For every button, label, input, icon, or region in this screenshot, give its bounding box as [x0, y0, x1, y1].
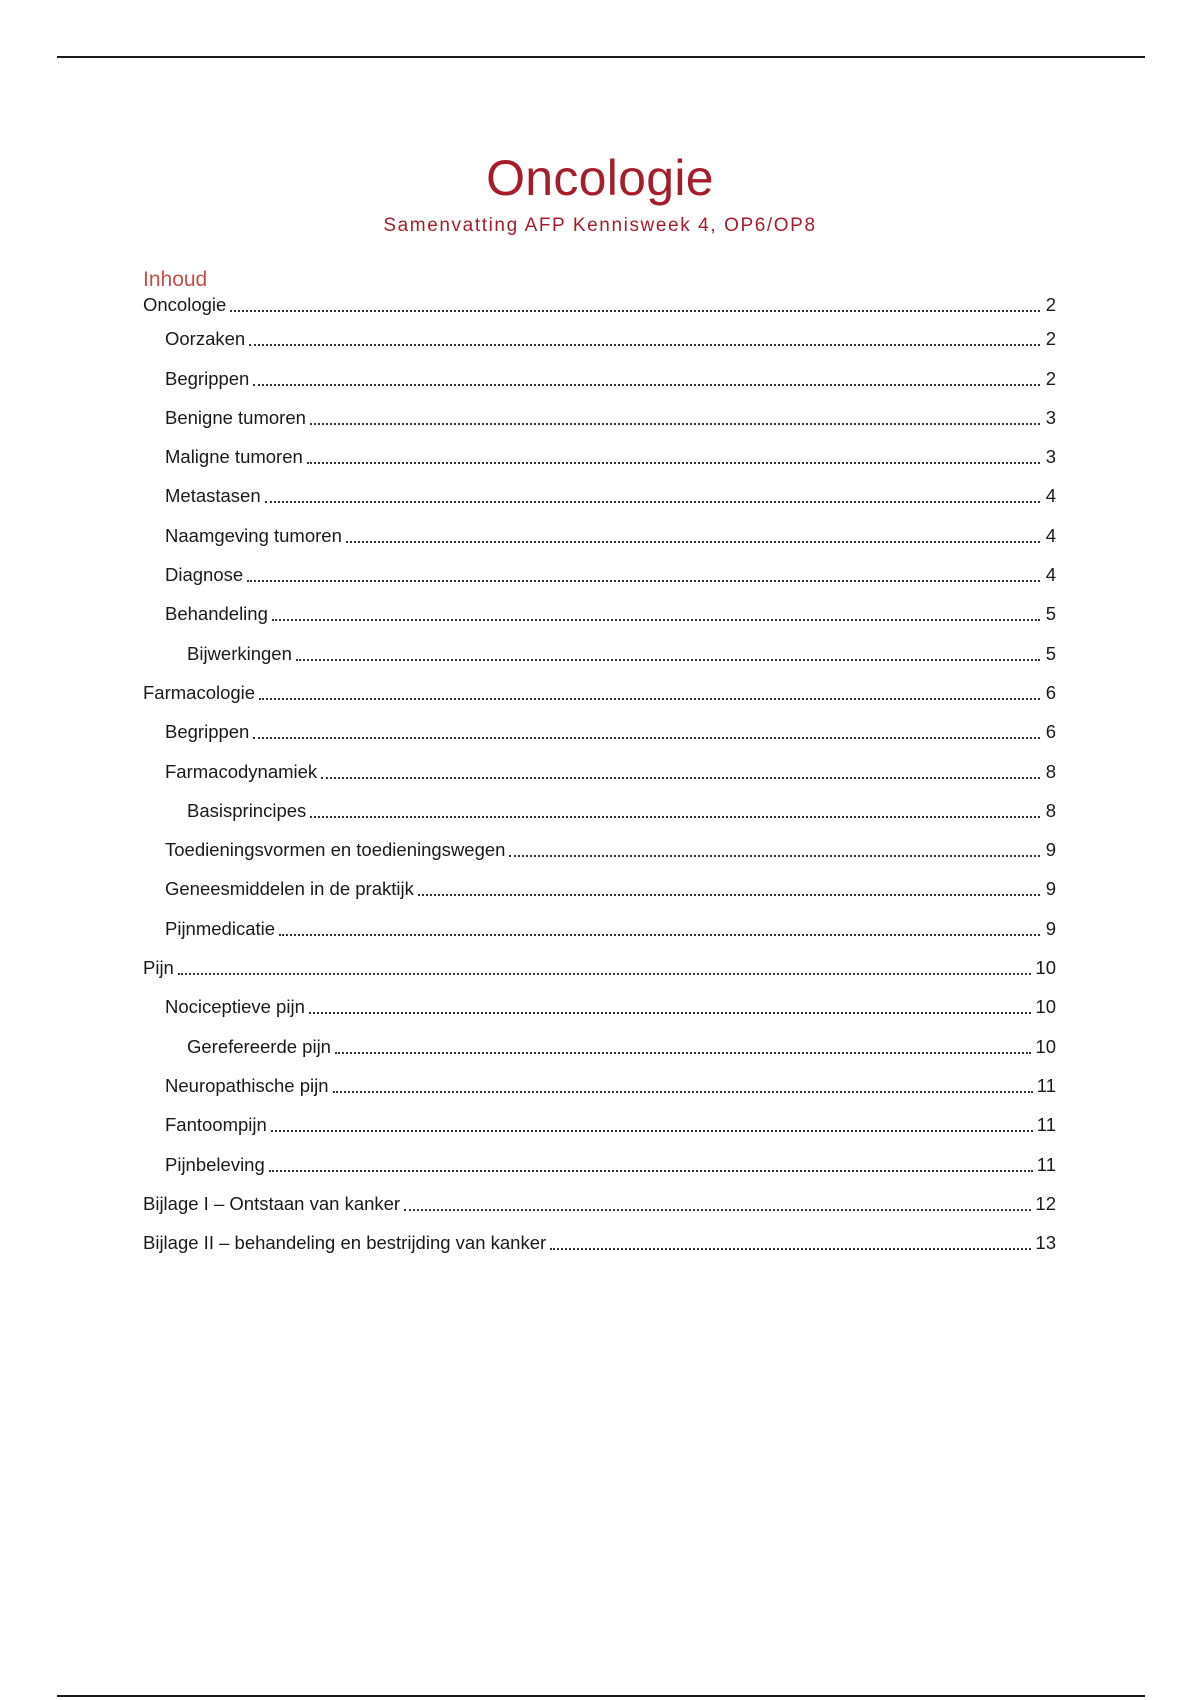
- toc-entry-title: Oncologie: [143, 294, 227, 315]
- footer-rule: [57, 1695, 1145, 1697]
- toc-entry[interactable]: [143, 1107, 1056, 1146]
- toc-dot-leader: [249, 344, 1040, 346]
- toc-entry[interactable]: [143, 832, 1056, 871]
- toc-entry-page: 10: [1035, 957, 1056, 979]
- toc-dot-leader: [272, 619, 1040, 621]
- toc-entry-page: 12: [1035, 1192, 1056, 1214]
- toc-entry[interactable]: [143, 871, 1056, 910]
- toc-dot-leader: [259, 698, 1040, 700]
- toc-dot-leader: [178, 973, 1032, 975]
- toc-entry-page: 5: [1045, 603, 1056, 625]
- toc-entry[interactable]: [143, 294, 1056, 321]
- toc-dot-leader: [404, 1209, 1031, 1211]
- toc-entry-title: Maligne tumoren: [165, 446, 303, 468]
- toc-entry[interactable]: [143, 910, 1056, 949]
- toc-entry[interactable]: [143, 714, 1056, 753]
- toc-entry[interactable]: [143, 1225, 1056, 1264]
- toc-entry[interactable]: [143, 675, 1056, 714]
- toc-dot-leader: [321, 777, 1040, 779]
- toc-entry-page: 4: [1045, 524, 1056, 546]
- toc-entry-page: 6: [1045, 721, 1056, 743]
- toc-entry-page: 8: [1045, 799, 1056, 821]
- toc-entry[interactable]: [143, 1146, 1056, 1185]
- toc-dot-leader: [279, 934, 1040, 936]
- toc-entry[interactable]: [143, 360, 1056, 399]
- toc-entry-page: 10: [1035, 996, 1056, 1018]
- toc-entry-title: Neuropathische pijn: [165, 1074, 329, 1096]
- toc-entry-page: 11: [1036, 1114, 1056, 1136]
- toc-dot-leader: [418, 894, 1040, 896]
- toc-entry[interactable]: [143, 321, 1056, 360]
- toc-entry-page: 9: [1045, 878, 1056, 900]
- toc-entry-page: 13: [1035, 1232, 1056, 1254]
- document-title: Oncologie: [486, 150, 714, 206]
- toc-dot-leader: [247, 580, 1040, 582]
- toc-dot-leader: [309, 1012, 1032, 1014]
- table-of-contents: [143, 294, 1056, 1264]
- toc-entry-title: Pijnmedicatie: [165, 917, 276, 939]
- toc-entry[interactable]: [143, 557, 1056, 596]
- toc-entry[interactable]: [143, 517, 1056, 556]
- toc-entry-title: Farmacologie: [143, 681, 256, 703]
- toc-entry[interactable]: [143, 1068, 1056, 1107]
- toc-entry-title: Bijwerkingen: [187, 642, 292, 664]
- toc-entry-page: 4: [1045, 564, 1056, 586]
- toc-entry-page: 9: [1045, 839, 1056, 861]
- toc-entry-page: 2: [1045, 328, 1056, 350]
- toc-dot-leader: [335, 1052, 1031, 1054]
- toc-entry-title: Bijlage II – behandeling en bestrijding van kanker: [143, 1232, 547, 1254]
- toc-entry-title: Begrippen: [165, 367, 250, 389]
- toc-dot-leader: [296, 659, 1040, 661]
- toc-entry-title: Behandeling: [165, 603, 268, 625]
- toc-entry[interactable]: [143, 793, 1056, 832]
- toc-entry-title: Begrippen: [165, 721, 250, 743]
- toc-dot-leader: [271, 1130, 1033, 1132]
- toc-entry-page: 3: [1045, 446, 1056, 468]
- toc-entry-title: Benigne tumoren: [165, 406, 306, 428]
- toc-dot-leader: [346, 541, 1040, 543]
- toc-entry-page: 4: [1045, 485, 1056, 507]
- toc-dot-leader: [253, 737, 1040, 739]
- toc-entry-page: 2: [1045, 367, 1056, 389]
- toc-dot-leader: [333, 1091, 1033, 1093]
- toc-dot-leader: [269, 1170, 1033, 1172]
- toc-entry-title: Metastasen: [165, 485, 261, 507]
- toc-entry[interactable]: [143, 1186, 1056, 1225]
- toc-entry-page: 8: [1045, 760, 1056, 782]
- toc-entry[interactable]: [143, 478, 1056, 517]
- toc-dot-leader: [230, 310, 1040, 312]
- toc-entry-title: Diagnose: [165, 564, 244, 586]
- document-subtitle: Samenvatting AFP Kennisweek 4, OP6/OP8: [383, 215, 817, 236]
- toc-entry-title: Basisprincipes: [187, 799, 307, 821]
- toc-entry-title: Farmacodynamiek: [165, 760, 318, 782]
- toc-entry[interactable]: [143, 439, 1056, 478]
- toc-entry[interactable]: [143, 1028, 1056, 1067]
- toc-dot-leader: [550, 1248, 1031, 1250]
- toc-entry-title: Oorzaken: [165, 328, 246, 350]
- toc-entry[interactable]: [143, 950, 1056, 989]
- toc-entry-page: 10: [1035, 1035, 1056, 1057]
- toc-entry[interactable]: [143, 753, 1056, 792]
- toc-entry-title: Bijlage I – Ontstaan van kanker: [143, 1192, 401, 1214]
- toc-entry-title: Pijn: [143, 957, 174, 979]
- toc-entry[interactable]: [143, 596, 1056, 635]
- toc-entry-title: Toedieningsvormen en toedieningswegen: [165, 839, 506, 861]
- toc-dot-leader: [310, 423, 1040, 425]
- toc-entry-title: Fantoompijn: [165, 1114, 267, 1136]
- toc-entry-page: 11: [1036, 1153, 1056, 1175]
- toc-entry-title: Nociceptieve pijn: [165, 996, 305, 1018]
- toc-dot-leader: [307, 462, 1040, 464]
- toc-dot-leader: [253, 384, 1040, 386]
- toc-entry[interactable]: [143, 400, 1056, 439]
- toc-entry[interactable]: [143, 989, 1056, 1028]
- toc-entry-title: Geneesmiddelen in de praktijk: [165, 878, 414, 900]
- toc-entry[interactable]: [143, 635, 1056, 674]
- toc-entry-title: Gerefereerde pijn: [187, 1035, 331, 1057]
- toc-dot-leader: [509, 855, 1040, 857]
- toc-entry-page: 2: [1045, 294, 1056, 315]
- toc-entry-page: 5: [1045, 642, 1056, 664]
- toc-entry-title: Naamgeving tumoren: [165, 524, 342, 546]
- toc-entry-title: Pijnbeleving: [165, 1153, 265, 1175]
- toc-entry-page: 3: [1045, 406, 1056, 428]
- header-rule: [57, 56, 1145, 58]
- toc-entry-page: 11: [1036, 1074, 1056, 1096]
- toc-entry-page: 9: [1045, 917, 1056, 939]
- toc-entry-page: 6: [1045, 681, 1056, 703]
- toc-dot-leader: [310, 816, 1040, 818]
- toc-dot-leader: [265, 501, 1040, 503]
- toc-heading: Inhoud: [143, 268, 208, 291]
